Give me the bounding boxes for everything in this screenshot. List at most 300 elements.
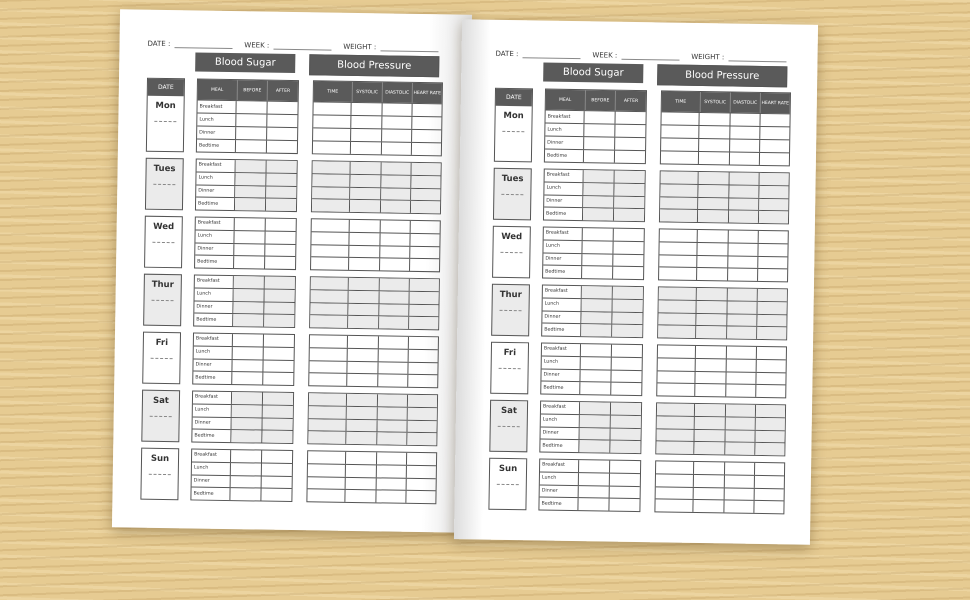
systolic-cell[interactable] — [351, 162, 381, 174]
before-cell[interactable] — [234, 244, 265, 256]
date-line[interactable] — [150, 416, 172, 417]
heart-rate-cell[interactable] — [407, 433, 436, 445]
before-cell[interactable] — [233, 347, 264, 359]
heart-rate-cell[interactable] — [759, 173, 788, 185]
time-cell[interactable] — [658, 358, 697, 370]
diastolic-cell[interactable] — [381, 188, 411, 200]
date-line[interactable] — [154, 121, 176, 122]
time-cell[interactable] — [656, 461, 695, 473]
after-cell[interactable] — [264, 335, 294, 347]
before-cell[interactable] — [584, 170, 615, 182]
after-cell[interactable] — [611, 415, 641, 427]
heart-rate-cell[interactable] — [406, 491, 435, 503]
diastolic-cell[interactable] — [725, 417, 755, 429]
systolic-cell[interactable] — [348, 336, 378, 348]
before-cell[interactable] — [580, 415, 611, 427]
after-cell[interactable] — [611, 383, 641, 395]
heart-rate-cell[interactable] — [409, 304, 438, 316]
heart-rate-cell[interactable] — [756, 360, 785, 372]
heart-rate-cell[interactable] — [758, 244, 787, 256]
heart-rate-cell[interactable] — [756, 385, 785, 397]
heart-rate-cell[interactable] — [406, 478, 435, 490]
heart-rate-cell[interactable] — [759, 211, 788, 223]
diastolic-cell[interactable] — [380, 259, 410, 271]
heart-rate-cell[interactable] — [760, 153, 789, 165]
before-cell[interactable] — [583, 254, 614, 266]
heart-rate-cell[interactable] — [758, 269, 787, 281]
heart-rate-cell[interactable] — [758, 289, 787, 301]
time-cell[interactable] — [656, 474, 695, 486]
diastolic-cell[interactable] — [379, 317, 409, 329]
before-cell[interactable] — [581, 370, 612, 382]
heart-rate-cell[interactable] — [754, 501, 783, 513]
heart-rate-cell[interactable] — [756, 405, 785, 417]
heart-rate-cell[interactable] — [757, 302, 786, 314]
diastolic-cell[interactable] — [380, 246, 410, 258]
systolic-cell[interactable] — [346, 490, 376, 502]
heart-rate-cell[interactable] — [407, 453, 436, 465]
heart-rate-cell[interactable] — [407, 420, 436, 432]
heart-rate-cell[interactable] — [755, 443, 784, 455]
after-cell[interactable] — [265, 244, 295, 256]
after-cell[interactable] — [262, 463, 292, 475]
systolic-cell[interactable] — [695, 429, 725, 441]
systolic-cell[interactable] — [347, 419, 377, 431]
heart-rate-cell[interactable] — [759, 186, 788, 198]
systolic-cell[interactable] — [350, 200, 380, 212]
after-cell[interactable] — [613, 267, 643, 279]
time-cell[interactable] — [657, 371, 696, 383]
before-cell[interactable] — [232, 392, 263, 404]
after-cell[interactable] — [263, 405, 293, 417]
before-cell[interactable] — [231, 476, 262, 488]
before-cell[interactable] — [231, 488, 262, 500]
before-cell[interactable] — [580, 382, 611, 394]
time-cell[interactable] — [312, 187, 351, 199]
date-line[interactable] — [497, 484, 519, 485]
before-cell[interactable] — [579, 460, 610, 472]
time-cell[interactable] — [659, 300, 698, 312]
diastolic-cell[interactable] — [379, 278, 409, 290]
time-cell[interactable] — [657, 416, 696, 428]
time-cell[interactable] — [308, 451, 347, 463]
before-cell[interactable] — [236, 160, 267, 172]
systolic-cell[interactable] — [346, 477, 376, 489]
before-cell[interactable] — [582, 266, 613, 278]
date-line[interactable] — [501, 194, 523, 195]
heart-rate-cell[interactable] — [760, 114, 789, 126]
heart-rate-cell[interactable] — [755, 418, 784, 430]
time-cell[interactable] — [661, 125, 700, 138]
systolic-cell[interactable] — [346, 465, 376, 477]
before-cell[interactable] — [582, 286, 613, 298]
time-cell[interactable] — [658, 345, 697, 357]
heart-rate-cell[interactable] — [409, 337, 438, 349]
after-cell[interactable] — [268, 102, 298, 114]
systolic-cell[interactable] — [700, 126, 730, 138]
heart-rate-cell[interactable] — [758, 231, 787, 243]
systolic-cell[interactable] — [697, 288, 727, 300]
systolic-cell[interactable] — [696, 371, 726, 383]
after-cell[interactable] — [263, 393, 293, 405]
diastolic-cell[interactable] — [724, 501, 754, 513]
diastolic-cell[interactable] — [380, 233, 410, 245]
time-cell[interactable] — [660, 229, 699, 241]
time-cell[interactable] — [657, 403, 696, 415]
systolic-cell[interactable] — [696, 346, 726, 358]
systolic-cell[interactable] — [348, 374, 378, 386]
before-cell[interactable] — [235, 198, 266, 210]
diastolic-cell[interactable] — [381, 142, 411, 154]
date-line[interactable] — [153, 184, 175, 185]
systolic-cell[interactable] — [697, 326, 727, 338]
after-cell[interactable] — [615, 171, 645, 183]
before-cell[interactable] — [236, 173, 267, 185]
after-cell[interactable] — [267, 128, 297, 140]
systolic-cell[interactable] — [698, 210, 728, 222]
heart-rate-cell[interactable] — [411, 176, 440, 188]
time-cell[interactable] — [655, 500, 694, 512]
after-cell[interactable] — [264, 347, 294, 359]
systolic-cell[interactable] — [694, 487, 724, 499]
after-cell[interactable] — [614, 241, 644, 253]
systolic-cell[interactable] — [699, 152, 729, 164]
systolic-cell[interactable] — [349, 291, 379, 303]
time-cell[interactable] — [311, 290, 350, 302]
diastolic-cell[interactable] — [380, 220, 410, 232]
heart-rate-cell[interactable] — [408, 375, 437, 387]
heart-rate-cell[interactable] — [409, 317, 438, 329]
systolic-cell[interactable] — [346, 452, 376, 464]
after-cell[interactable] — [613, 287, 643, 299]
diastolic-cell[interactable] — [729, 198, 759, 210]
before-cell[interactable] — [231, 463, 262, 475]
before-cell[interactable] — [583, 228, 614, 240]
systolic-cell[interactable] — [351, 142, 381, 154]
time-cell[interactable] — [657, 429, 696, 441]
before-cell[interactable] — [237, 114, 268, 126]
diastolic-cell[interactable] — [378, 362, 408, 374]
before-cell[interactable] — [235, 186, 266, 198]
time-cell[interactable] — [311, 245, 350, 257]
diastolic-cell[interactable] — [729, 152, 759, 164]
time-cell[interactable] — [308, 477, 347, 489]
before-cell[interactable] — [234, 302, 265, 314]
after-cell[interactable] — [610, 499, 640, 511]
diastolic-cell[interactable] — [729, 172, 759, 184]
diastolic-cell[interactable] — [725, 404, 755, 416]
diastolic-cell[interactable] — [727, 288, 757, 300]
systolic-cell[interactable] — [351, 129, 381, 141]
time-cell[interactable] — [313, 115, 352, 128]
heart-rate-cell[interactable] — [412, 143, 441, 155]
before-cell[interactable] — [236, 127, 267, 139]
time-cell[interactable] — [656, 442, 695, 454]
after-cell[interactable] — [267, 115, 297, 127]
after-cell[interactable] — [263, 373, 293, 385]
after-cell[interactable] — [265, 277, 295, 289]
before-cell[interactable] — [234, 289, 265, 301]
diastolic-cell[interactable] — [728, 256, 758, 268]
systolic-cell[interactable] — [694, 462, 724, 474]
diastolic-cell[interactable] — [378, 349, 408, 361]
after-cell[interactable] — [611, 403, 641, 415]
heart-rate-cell[interactable] — [407, 408, 436, 420]
systolic-cell[interactable] — [351, 175, 381, 187]
diastolic-cell[interactable] — [381, 201, 411, 213]
before-cell[interactable] — [231, 450, 262, 462]
after-cell[interactable] — [262, 431, 292, 443]
heart-rate-cell[interactable] — [757, 327, 786, 339]
heart-rate-cell[interactable] — [756, 372, 785, 384]
diastolic-cell[interactable] — [378, 336, 408, 348]
week-field[interactable] — [621, 59, 679, 61]
heart-rate-cell[interactable] — [410, 259, 439, 271]
systolic-cell[interactable] — [699, 139, 729, 151]
diastolic-cell[interactable] — [724, 475, 754, 487]
before-cell[interactable] — [581, 344, 612, 356]
heart-rate-cell[interactable] — [757, 347, 786, 359]
heart-rate-cell[interactable] — [407, 466, 436, 478]
diastolic-cell[interactable] — [378, 375, 408, 387]
systolic-cell[interactable] — [350, 245, 380, 257]
before-cell[interactable] — [584, 137, 615, 149]
after-cell[interactable] — [262, 476, 292, 488]
after-cell[interactable] — [611, 428, 641, 440]
time-cell[interactable] — [307, 490, 346, 502]
after-cell[interactable] — [613, 299, 643, 311]
after-cell[interactable] — [612, 312, 642, 324]
after-cell[interactable] — [610, 441, 640, 453]
date-line[interactable] — [152, 242, 174, 243]
before-cell[interactable] — [233, 360, 264, 372]
heart-rate-cell[interactable] — [760, 140, 789, 152]
time-cell[interactable] — [659, 255, 698, 267]
systolic-cell[interactable] — [352, 103, 382, 115]
after-cell[interactable] — [263, 418, 293, 430]
heart-rate-cell[interactable] — [755, 476, 784, 488]
before-cell[interactable] — [582, 312, 613, 324]
after-cell[interactable] — [612, 357, 642, 369]
systolic-cell[interactable] — [700, 113, 730, 125]
diastolic-cell[interactable] — [376, 478, 406, 490]
diastolic-cell[interactable] — [377, 407, 407, 419]
time-cell[interactable] — [309, 406, 348, 418]
heart-rate-cell[interactable] — [758, 256, 787, 268]
after-cell[interactable] — [265, 257, 295, 269]
time-cell[interactable] — [309, 374, 348, 386]
time-cell[interactable] — [312, 219, 351, 231]
time-cell[interactable] — [658, 313, 697, 325]
heart-rate-cell[interactable] — [411, 163, 440, 175]
time-cell[interactable] — [660, 184, 699, 196]
date-line[interactable] — [502, 131, 524, 132]
heart-rate-cell[interactable] — [412, 130, 441, 142]
time-cell[interactable] — [661, 112, 700, 125]
systolic-cell[interactable] — [695, 404, 725, 416]
diastolic-cell[interactable] — [382, 129, 412, 141]
time-cell[interactable] — [310, 335, 349, 347]
before-cell[interactable] — [580, 402, 611, 414]
before-cell[interactable] — [232, 372, 263, 384]
diastolic-cell[interactable] — [379, 291, 409, 303]
systolic-cell[interactable] — [349, 303, 379, 315]
systolic-cell[interactable] — [350, 220, 380, 232]
heart-rate-cell[interactable] — [755, 463, 784, 475]
systolic-cell[interactable] — [694, 475, 724, 487]
diastolic-cell[interactable] — [730, 113, 760, 125]
systolic-cell[interactable] — [348, 316, 378, 328]
heart-rate-cell[interactable] — [410, 246, 439, 258]
time-cell[interactable] — [308, 464, 347, 476]
diastolic-cell[interactable] — [729, 211, 759, 223]
systolic-cell[interactable] — [347, 432, 377, 444]
time-cell[interactable] — [310, 348, 349, 360]
heart-rate-cell[interactable] — [410, 221, 439, 233]
time-cell[interactable] — [661, 138, 700, 151]
before-cell[interactable] — [579, 473, 610, 485]
time-cell[interactable] — [313, 128, 352, 141]
after-cell[interactable] — [614, 209, 644, 221]
systolic-cell[interactable] — [695, 442, 725, 454]
time-cell[interactable] — [309, 361, 348, 373]
time-cell[interactable] — [657, 384, 696, 396]
diastolic-cell[interactable] — [728, 269, 758, 281]
before-cell[interactable] — [584, 183, 615, 195]
diastolic-cell[interactable] — [726, 372, 756, 384]
time-cell[interactable] — [660, 210, 699, 222]
heart-rate-cell[interactable] — [411, 201, 440, 213]
before-cell[interactable] — [583, 208, 614, 220]
systolic-cell[interactable] — [352, 116, 382, 128]
heart-rate-cell[interactable] — [754, 488, 783, 500]
after-cell[interactable] — [262, 489, 292, 501]
after-cell[interactable] — [614, 196, 644, 208]
time-cell[interactable] — [659, 268, 698, 280]
time-cell[interactable] — [656, 487, 695, 499]
after-cell[interactable] — [266, 186, 296, 198]
diastolic-cell[interactable] — [379, 304, 409, 316]
after-cell[interactable] — [610, 461, 640, 473]
before-cell[interactable] — [579, 486, 610, 498]
before-cell[interactable] — [232, 418, 263, 430]
time-cell[interactable] — [658, 326, 697, 338]
heart-rate-cell[interactable] — [408, 362, 437, 374]
systolic-cell[interactable] — [348, 349, 378, 361]
before-cell[interactable] — [585, 111, 616, 123]
diastolic-cell[interactable] — [726, 359, 756, 371]
before-cell[interactable] — [234, 276, 265, 288]
after-cell[interactable] — [613, 254, 643, 266]
time-cell[interactable] — [311, 258, 350, 270]
time-cell[interactable] — [310, 316, 349, 328]
before-cell[interactable] — [235, 218, 266, 230]
diastolic-cell[interactable] — [725, 443, 755, 455]
systolic-cell[interactable] — [698, 230, 728, 242]
systolic-cell[interactable] — [697, 268, 727, 280]
heart-rate-cell[interactable] — [409, 279, 438, 291]
after-cell[interactable] — [266, 231, 296, 243]
heart-rate-cell[interactable] — [408, 350, 437, 362]
date-field[interactable] — [522, 57, 580, 59]
date-line[interactable] — [499, 368, 521, 369]
before-cell[interactable] — [579, 498, 610, 510]
before-cell[interactable] — [233, 334, 264, 346]
before-cell[interactable] — [583, 196, 614, 208]
systolic-cell[interactable] — [699, 172, 729, 184]
date-line[interactable] — [500, 310, 522, 311]
diastolic-cell[interactable] — [382, 116, 412, 128]
after-cell[interactable] — [614, 183, 644, 195]
diastolic-cell[interactable] — [381, 175, 411, 187]
systolic-cell[interactable] — [347, 407, 377, 419]
date-line[interactable] — [500, 252, 522, 253]
before-cell[interactable] — [236, 140, 267, 152]
before-cell[interactable] — [234, 256, 265, 268]
after-cell[interactable] — [266, 173, 296, 185]
systolic-cell[interactable] — [697, 313, 727, 325]
systolic-cell[interactable] — [351, 187, 381, 199]
before-cell[interactable] — [583, 241, 614, 253]
after-cell[interactable] — [610, 473, 640, 485]
heart-rate-cell[interactable] — [755, 430, 784, 442]
weight-field[interactable] — [380, 50, 438, 52]
before-cell[interactable] — [580, 440, 611, 452]
time-cell[interactable] — [312, 174, 351, 186]
before-cell[interactable] — [232, 430, 263, 442]
before-cell[interactable] — [235, 231, 266, 243]
before-cell[interactable] — [584, 150, 615, 162]
diastolic-cell[interactable] — [730, 126, 760, 138]
after-cell[interactable] — [266, 199, 296, 211]
diastolic-cell[interactable] — [725, 462, 755, 474]
heart-rate-cell[interactable] — [411, 188, 440, 200]
diastolic-cell[interactable] — [730, 139, 760, 151]
after-cell[interactable] — [264, 315, 294, 327]
diastolic-cell[interactable] — [377, 433, 407, 445]
diastolic-cell[interactable] — [728, 243, 758, 255]
time-cell[interactable] — [311, 232, 350, 244]
heart-rate-cell[interactable] — [412, 104, 441, 116]
time-cell[interactable] — [659, 242, 698, 254]
systolic-cell[interactable] — [349, 258, 379, 270]
heart-rate-cell[interactable] — [409, 292, 438, 304]
systolic-cell[interactable] — [699, 197, 729, 209]
after-cell[interactable] — [612, 325, 642, 337]
diastolic-cell[interactable] — [727, 314, 757, 326]
time-cell[interactable] — [308, 432, 347, 444]
time-cell[interactable] — [661, 151, 700, 164]
after-cell[interactable] — [615, 125, 645, 137]
diastolic-cell[interactable] — [724, 488, 754, 500]
week-field[interactable] — [273, 49, 331, 51]
systolic-cell[interactable] — [697, 301, 727, 313]
after-cell[interactable] — [262, 451, 292, 463]
after-cell[interactable] — [616, 112, 646, 124]
after-cell[interactable] — [267, 141, 297, 153]
after-cell[interactable] — [266, 219, 296, 231]
after-cell[interactable] — [264, 360, 294, 372]
diastolic-cell[interactable] — [377, 420, 407, 432]
diastolic-cell[interactable] — [726, 346, 756, 358]
after-cell[interactable] — [612, 345, 642, 357]
time-cell[interactable] — [312, 200, 351, 212]
time-cell[interactable] — [309, 393, 348, 405]
date-line[interactable] — [149, 474, 171, 475]
diastolic-cell[interactable] — [727, 327, 757, 339]
before-cell[interactable] — [582, 299, 613, 311]
before-cell[interactable] — [237, 101, 268, 113]
